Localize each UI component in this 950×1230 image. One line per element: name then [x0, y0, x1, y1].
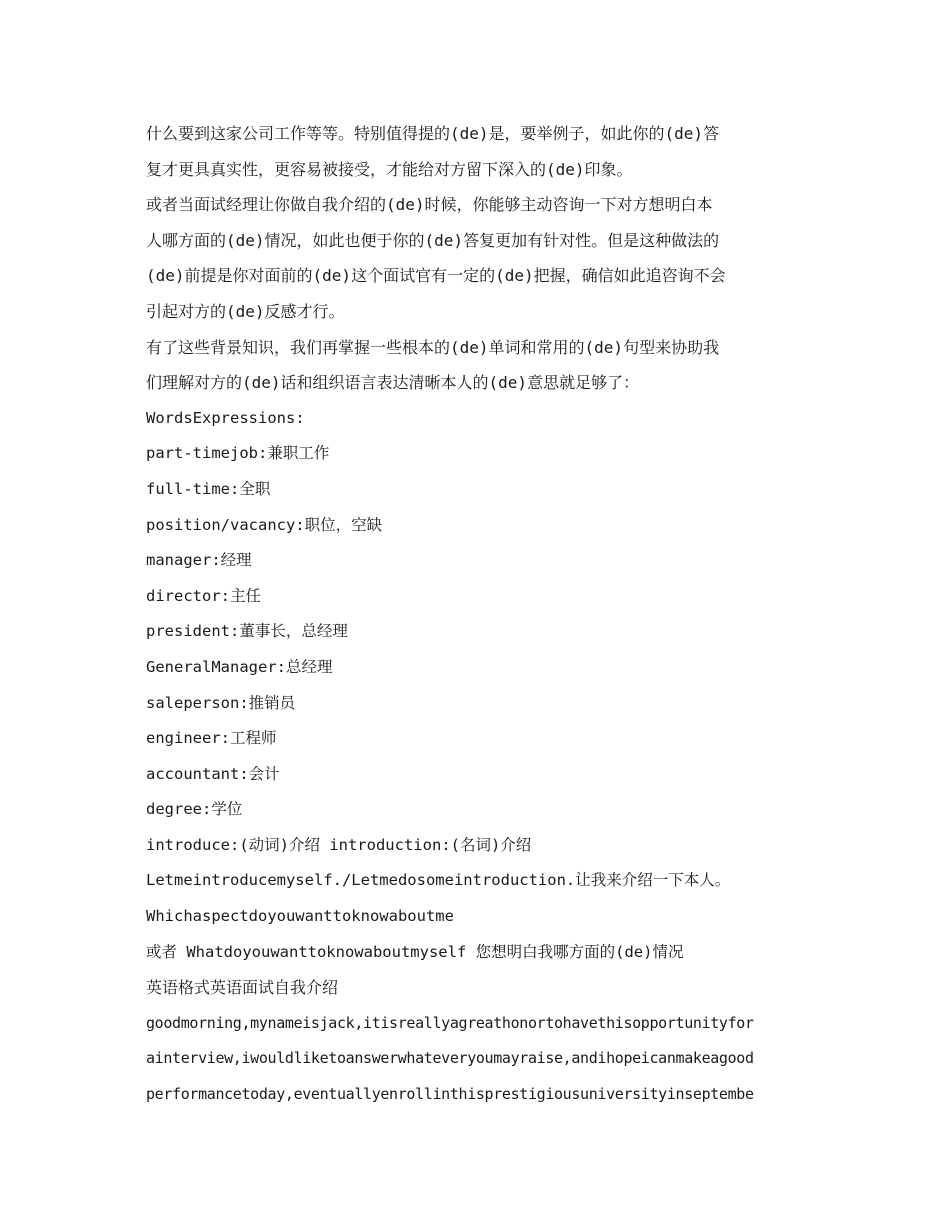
vocab-item: part-timejob:兼职工作: [146, 444, 330, 463]
vocab-heading: WordsExpressions:: [146, 408, 305, 427]
english-text-line: performancetoday,eventuallyenrollinthisprestigiousuniversityinseptembe: [146, 1085, 754, 1104]
text-line: 有了这些背景知识，我们再掌握一些根本的(de)单词和常用的(de)句型来协助我: [146, 337, 720, 357]
text-line: 引起对方的(de)反感才行。: [146, 301, 345, 321]
vocab-item: 或者 Whatdoyouwanttoknowaboutmyself 您想明白我哪方面的(de)情况: [146, 942, 684, 961]
paragraph-self-introduction-tip: [146, 187, 801, 329]
english-text-line: goodmorning,mynameisjack,itisreallyagreathonortohavethisopportunityfor: [146, 1013, 754, 1032]
vocab-item: full-time:全职: [146, 479, 271, 498]
english-self-introduction-sample: [146, 1006, 801, 1113]
paragraph-background-knowledge: [146, 330, 801, 401]
text-line: (de)前提是你对面前的(de)这个面试官有一定的(de)把握，确信如此追咨询不会: [146, 266, 726, 286]
text-line: 人哪方面的(de)情况，如此也便于你的(de)答复更加有针对性。但是这种做法的: [146, 230, 720, 250]
text-line: 或者当面试经理让你做自我介绍的(de)时候，你能够主动咨询一下对方想明白本: [146, 195, 713, 215]
section-title: 英语格式英语面试自我介绍: [146, 978, 339, 998]
vocab-item: engineer:工程师: [146, 729, 277, 748]
vocab-item: director:主任: [146, 586, 261, 605]
text-line: 什么要到这家公司工作等等。特别值得提的(de)是，要举例子，如此你的(de)答: [146, 124, 720, 143]
text-line: 们理解对方的(de)话和组织语言表达清晰本人的(de)意思就足够了：: [146, 373, 640, 393]
vocab-item: saleperson:推销员: [146, 693, 296, 712]
vocab-item: degree:学位: [146, 800, 243, 819]
text-line: 复才更具真实性，更容易被接受，才能给对方留下深入的(de)印象。: [146, 159, 633, 179]
vocab-item: position/vacancy:职位，空缺: [146, 515, 383, 534]
vocab-item: Whichaspectdoyouwanttoknowaboutme: [146, 907, 454, 926]
vocab-item: president:董事长，总经理: [146, 622, 348, 641]
vocab-item: accountant:会计: [146, 764, 280, 783]
vocab-item: Letmeintroducemyself./Letmedosomeintroduction.让我来介绍一下本人。: [146, 871, 731, 890]
paragraph-interview-advice: [146, 116, 801, 187]
vocab-item: GeneralManager:总经理: [146, 657, 333, 676]
vocab-item: introduce:(动词)介绍 introduction:(名词)介绍: [146, 835, 532, 854]
vocab-list: [146, 436, 801, 970]
document-body: [146, 116, 801, 1113]
english-text-line: ainterview,iwouldliketoanswerwhateveryoumayraise,andihopeicanmakeagood: [146, 1049, 754, 1068]
vocab-item: manager:经理: [146, 551, 252, 570]
